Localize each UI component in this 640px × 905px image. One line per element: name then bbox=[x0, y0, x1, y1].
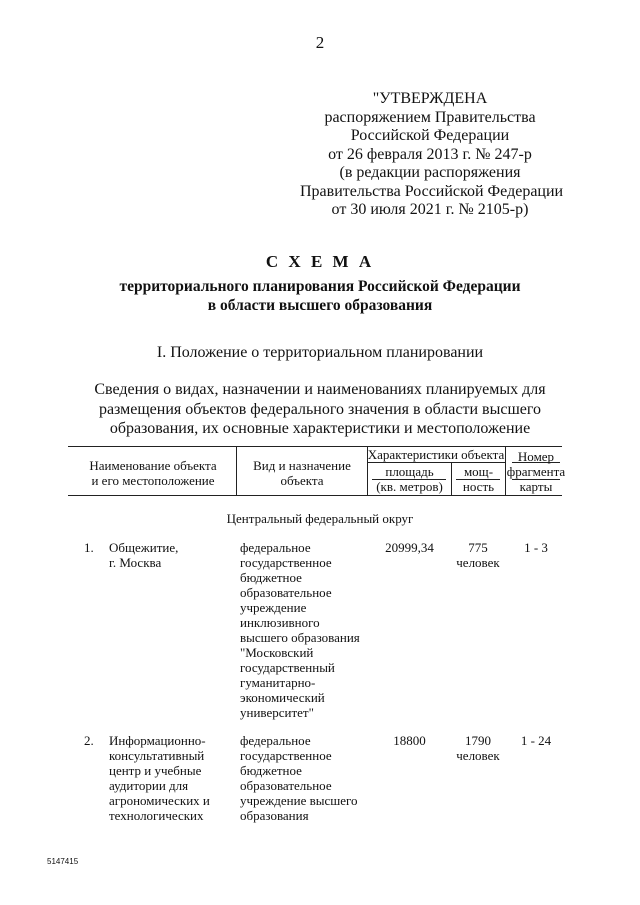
approval-stamp bbox=[300, 90, 564, 220]
intro-line: размещения объектов федерального значения в области высшего bbox=[98, 400, 542, 418]
object-type-line: "Московский bbox=[240, 645, 314, 660]
object-name-line: центр и учебные bbox=[109, 763, 202, 778]
approval-line: Российской Федерации bbox=[350, 127, 510, 144]
intro-line: образования, их основные характеристики и местоположение bbox=[109, 420, 531, 437]
object-name-line: консультативный bbox=[109, 748, 205, 763]
header-capacity-line: мощ- bbox=[463, 464, 494, 479]
intro-paragraph bbox=[0, 380, 640, 439]
object-type-line: гуманитарно- bbox=[240, 675, 316, 690]
object-type-line: образования bbox=[240, 808, 309, 823]
object-type-line: высшего образования bbox=[240, 630, 360, 645]
document-title: С Х Е М А bbox=[265, 252, 375, 271]
header-capacity bbox=[452, 464, 505, 494]
section-title: I. Положение о территориальном планировании bbox=[156, 344, 484, 361]
row-number: 2. bbox=[84, 733, 94, 748]
object-type bbox=[240, 733, 358, 823]
object-type bbox=[240, 540, 360, 720]
intro-line: Сведения о видах, назначении и наименованиях планируемых для bbox=[94, 381, 546, 398]
row-number: 1. bbox=[84, 540, 94, 555]
header-type-line: объекта bbox=[280, 473, 324, 488]
object-type-line: федеральное bbox=[240, 540, 311, 555]
object-type-line: государственное bbox=[240, 555, 332, 570]
subtitle-line: территориального планирования Российской Федерации bbox=[119, 278, 521, 295]
approval-line: (в редакции распоряжения bbox=[339, 164, 521, 181]
object-type-line: экономический bbox=[240, 690, 325, 705]
object-name bbox=[109, 733, 210, 823]
approval-line: распоряжением Правительства bbox=[324, 108, 536, 126]
header-characteristics: Характеристики объекта bbox=[367, 447, 505, 462]
object-name bbox=[109, 540, 178, 570]
object-area: 20999,34 bbox=[385, 540, 434, 555]
approval-line: Правительства Российской Федерации bbox=[300, 182, 564, 200]
object-type-line: федеральное bbox=[240, 733, 311, 748]
map-fragment: 1 - 3 bbox=[524, 540, 548, 555]
header-area-line: площадь bbox=[385, 464, 434, 479]
header-capacity-line: ность bbox=[462, 479, 495, 494]
document-subtitle bbox=[0, 277, 640, 315]
header-fragment bbox=[506, 449, 566, 494]
object-capacity bbox=[448, 540, 508, 570]
table-bottom-rule bbox=[68, 495, 562, 496]
object-name-line: аудитории для bbox=[109, 778, 189, 793]
header-fragment-line: Номер bbox=[517, 449, 555, 464]
header-area-line: (кв. метров) bbox=[376, 479, 443, 494]
object-name-line: г. Москва bbox=[109, 555, 162, 570]
characteristics-rule bbox=[367, 462, 505, 463]
document-code: 5147415 bbox=[47, 857, 79, 866]
object-type-line: государственный bbox=[240, 660, 335, 675]
object-capacity bbox=[448, 733, 508, 763]
district-heading: Центральный федеральный округ bbox=[226, 511, 414, 526]
subtitle-line: в области высшего образования bbox=[207, 297, 433, 314]
map-fragment: 1 - 24 bbox=[520, 733, 552, 748]
header-name bbox=[70, 458, 236, 488]
header-name-line: Наименование объекта bbox=[89, 458, 217, 473]
object-type-line: образовательное bbox=[240, 585, 332, 600]
approval-line: от 30 июля 2021 г. № 2105-р) bbox=[331, 201, 529, 218]
object-type-line: бюджетное bbox=[240, 570, 302, 585]
object-name-line: технологических bbox=[109, 808, 204, 823]
capacity-value: 775 bbox=[468, 540, 488, 555]
header-type bbox=[237, 458, 367, 488]
capacity-unit: человек bbox=[456, 748, 500, 763]
object-area: 18800 bbox=[393, 733, 426, 748]
object-name-line: Общежитие, bbox=[109, 540, 179, 555]
approval-line: от 26 февраля 2013 г. № 247-р bbox=[328, 145, 532, 163]
approval-line: "УТВЕРЖДЕНА bbox=[372, 90, 488, 107]
object-type-line: образовательное bbox=[240, 778, 332, 793]
header-type-line: Вид и назначение bbox=[253, 458, 351, 473]
header-name-line: и его местоположение bbox=[91, 473, 215, 488]
object-type-line: государственное bbox=[240, 748, 332, 763]
object-type-line: бюджетное bbox=[240, 763, 302, 778]
object-name-line: агрономических и bbox=[109, 793, 210, 808]
header-fragment-line: фрагмента bbox=[506, 464, 566, 479]
header-area bbox=[368, 464, 451, 494]
page-number: 2 bbox=[315, 33, 325, 52]
object-type-line: университет" bbox=[240, 705, 314, 720]
object-type-line: инклюзивного bbox=[240, 615, 320, 630]
object-name-line: Информационно- bbox=[109, 733, 206, 748]
capacity-unit: человек bbox=[456, 555, 500, 570]
capacity-value: 1790 bbox=[465, 733, 491, 748]
object-type-line: учреждение высшего bbox=[240, 793, 358, 808]
object-type-line: учреждение bbox=[240, 600, 307, 615]
header-fragment-line: карты bbox=[519, 479, 553, 494]
